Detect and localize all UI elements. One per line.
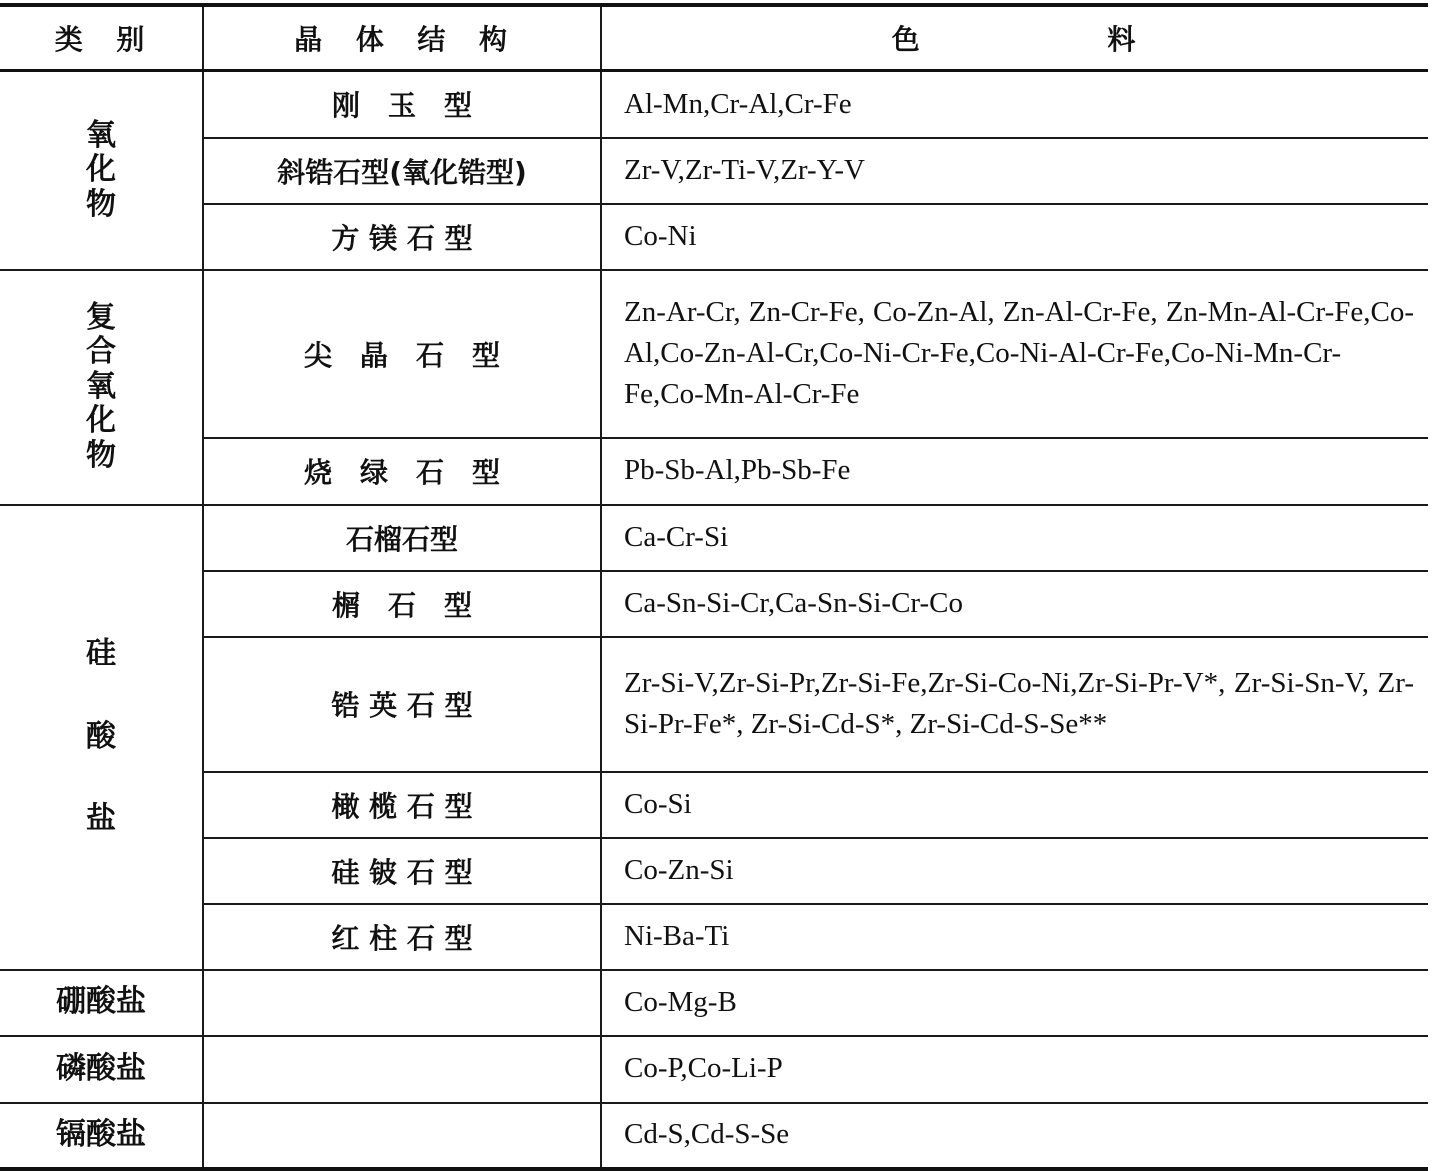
- table-row: [0, 270, 1428, 438]
- header-category: 类 别: [0, 5, 203, 71]
- pigment-cell: Ni-Ba-Ti: [601, 904, 1428, 970]
- category-label: 氧化物: [86, 117, 116, 222]
- structure-cell: 硅 铍 石 型: [203, 838, 601, 904]
- structure-cell: 刚 玉 型: [203, 71, 601, 138]
- structure-cell: 方 镁 石 型: [203, 204, 601, 270]
- pigment-cell: Zr-V,Zr-Ti-V,Zr-Y-V: [601, 138, 1428, 204]
- table-row: [0, 1103, 1428, 1169]
- pigment-cell: Pb-Sb-Al,Pb-Sb-Fe: [601, 438, 1428, 505]
- category-complex-oxide: [0, 270, 203, 505]
- table-row: [0, 1036, 1428, 1103]
- structure-cell: [203, 1036, 601, 1103]
- table-row: [0, 438, 1428, 505]
- table-row: [0, 637, 1428, 772]
- category-phosphate: 磷酸盐: [0, 1036, 203, 1103]
- table-row: [0, 772, 1428, 838]
- pigment-cell: Co-Zn-Si: [601, 838, 1428, 904]
- category-oxide: [0, 71, 203, 270]
- pigment-cell: Ca-Sn-Si-Cr,Ca-Sn-Si-Cr-Co: [601, 571, 1428, 637]
- pigment-cell: Co-P,Co-Li-P: [601, 1036, 1428, 1103]
- pigment-cell: Al-Mn,Cr-Al,Cr-Fe: [601, 71, 1428, 138]
- table-row: [0, 71, 1428, 138]
- header-row: [0, 5, 1428, 71]
- pigment-structure-table: [0, 3, 1428, 1171]
- structure-cell: 红 柱 石 型: [203, 904, 601, 970]
- table-row: [0, 970, 1428, 1036]
- header-pigment: 色 料: [601, 5, 1428, 71]
- pigment-cell: Ca-Cr-Si: [601, 505, 1428, 571]
- category-cadmate: 镉酸盐: [0, 1103, 203, 1169]
- table-row: [0, 571, 1428, 637]
- pigment-cell: Co-Si: [601, 772, 1428, 838]
- category-silicate: [0, 505, 203, 970]
- structure-cell: 橄 榄 石 型: [203, 772, 601, 838]
- pigment-cell: Cd-S,Cd-S-Se: [601, 1103, 1428, 1169]
- category-label: 复合氧化物: [86, 299, 116, 473]
- table-row: [0, 505, 1428, 571]
- structure-cell: 锆 英 石 型: [203, 637, 601, 772]
- pigment-cell: Co-Mg-B: [601, 970, 1428, 1036]
- structure-cell: [203, 1103, 601, 1169]
- header-structure: 晶 体 结 构: [203, 5, 601, 71]
- structure-cell: 烧 绿 石 型: [203, 438, 601, 505]
- structure-cell: 斜锆石型(氧化锆型): [203, 138, 601, 204]
- pigment-cell: Zn-Ar-Cr, Zn-Cr-Fe, Co-Zn-Al, Zn-Al-Cr-Fe, Zn-Mn-Al-Cr-Fe,Co-Al,Co-Zn-Al-Cr,Co-Ni-Cr-Fe,Co-Ni-Al-Cr-Fe,Co-Ni-Mn-Cr-Fe,Co-Mn-Al-Cr-Fe: [601, 270, 1428, 438]
- structure-cell: 石榴石型: [203, 505, 601, 571]
- table-row: [0, 904, 1428, 970]
- table-row: [0, 204, 1428, 270]
- table-row: [0, 138, 1428, 204]
- structure-cell: 尖 晶 石 型: [203, 270, 601, 438]
- pigment-cell: Co-Ni: [601, 204, 1428, 270]
- category-borate: 硼酸盐: [0, 970, 203, 1036]
- pigment-cell: Zr-Si-V,Zr-Si-Pr,Zr-Si-Fe,Zr-Si-Co-Ni,Zr-Si-Pr-V*, Zr-Si-Sn-V, Zr-Si-Pr-Fe*, Zr-Si-Cd-S*, Zr-Si-Cd-S-Se**: [601, 637, 1428, 772]
- structure-cell: 榍 石 型: [203, 571, 601, 637]
- structure-cell: [203, 970, 601, 1036]
- category-label: 硅酸盐: [86, 636, 116, 837]
- table-row: [0, 838, 1428, 904]
